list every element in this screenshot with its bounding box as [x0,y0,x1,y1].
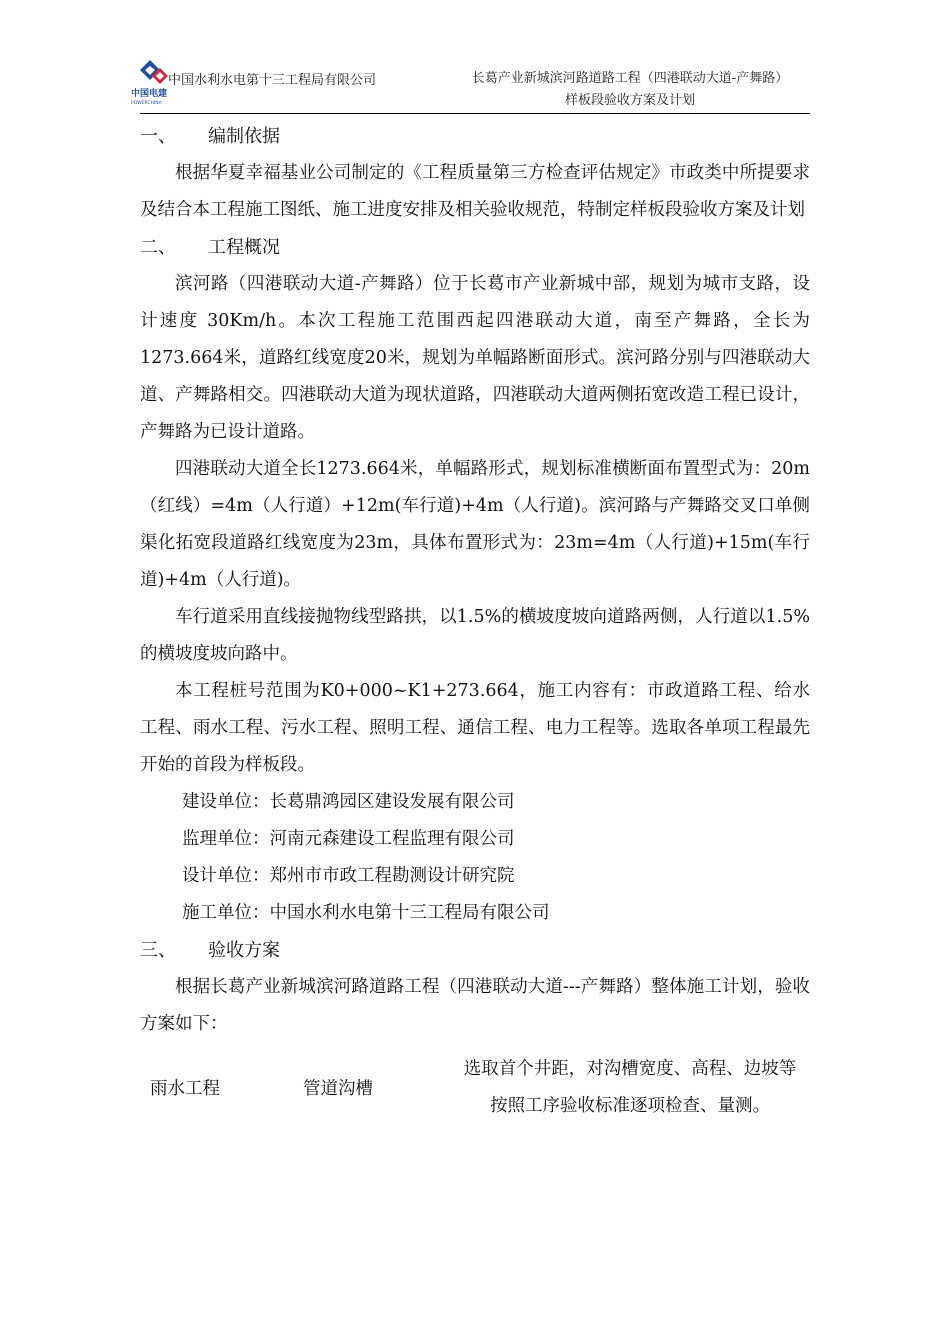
header-divider [140,113,810,114]
section-2-paragraph-slope: 车行道采用直线接抛物线型路拱，以1.5%的横坡度坡向道路两侧，人行道以1.5%的横坡度坡向路中。 [140,607,810,664]
supervise-unit-line: 监理单位：河南元森建设工程监理有限公司 [182,829,515,849]
header-company-name: 中国水利水电第十三工程局有限公司 [168,73,377,88]
section-1-heading [140,118,810,155]
section-1-title: 编制依据 [208,126,280,147]
section-2-heading [140,229,810,266]
section-2-title: 工程概况 [208,237,280,258]
section-2-paragraph-cross-section: 四港联动大道全长1273.664米，单幅路形式，规划标准横断面布置型式为：20m（红线）=4m（人行道）+12m(车行道)+4m（人行道)。滨河路与产舞路交叉口单侧渠化拓宽段道路红线宽度为23m，具体布置形式为：23m=4m（人行道)+15m(车行道)+4m（人行道)。 [140,459,810,590]
design-unit-line: 设计单位：郑州市市政工程勘测设计研究院 [182,866,515,886]
section-2-paragraph-scope: 本工程桩号范围为K0+000~K1+273.664，施工内容有：市政道路工程、给水工程、雨水工程、污水工程、照明工程、通信工程、电力工程等。选取各单项工程最先开始的首段为样板段。 [140,681,810,775]
header-project-line1: 长葛产业新城滨河路道路工程（四港联动大道-产舞路） [471,71,789,86]
table-method-line1: 选取首个井距，对沟槽宽度、高程、边坡等 [463,1059,797,1079]
table-method-line2: 按照工序验收标准逐项检查、量测。 [490,1096,770,1116]
svg-text:POWERCHINA: POWERCHINA [131,101,162,106]
section-3-number: 三、 [140,940,176,961]
svg-text:中国电建: 中国电建 [131,89,168,99]
header-project-line2: 样板段验收方案及计划 [564,93,695,108]
section-1-number: 一、 [140,126,176,147]
section-2-paragraph-overview: 滨河路（四港联动大道-产舞路）位于长葛市产业新城中部，规划为城市支路，设计速度 30Km/h。本次工程施工范围西起四港联动大道，南至产舞路，全长为1273.664米，道路红线宽度20米，规划为单幅路断面形式。滨河路分别与四港联动大道、产舞路相交。四港联动大道为现状道路，四港联动大道两侧拓宽改造工程已设计，产舞路为已设计道路。 [140,274,810,442]
document-body [140,118,810,1141]
table-cell-item: 管道沟槽 [303,1079,373,1099]
section-3-paragraph: 根据长葛产业新城滨河路道路工程（四港联动大道---产舞路）整体施工计划，验收方案如下： [140,977,810,1034]
powerchina-logo-icon [130,58,170,106]
table-cell-project: 雨水工程 [150,1079,220,1099]
construct-unit-line: 施工单位：中国水利水电第十三工程局有限公司 [182,903,550,923]
header-project-title [440,68,820,112]
acceptance-table [140,1051,810,1141]
section-3-title: 验收方案 [208,940,280,961]
section-2-number: 二、 [140,237,176,258]
build-unit-line: 建设单位：长葛鼎鸿园区建设发展有限公司 [182,792,515,812]
section-3-heading [140,932,810,969]
page-header [0,0,950,118]
table-cell-method [440,1051,820,1125]
section-1-paragraph: 根据华夏幸福基业公司制定的《工程质量第三方检查评估规定》市政类中所提要求及结合本工程施工图纸、施工进度安排及相关验收规范，特制定样板段验收方案及计划 [140,163,810,220]
